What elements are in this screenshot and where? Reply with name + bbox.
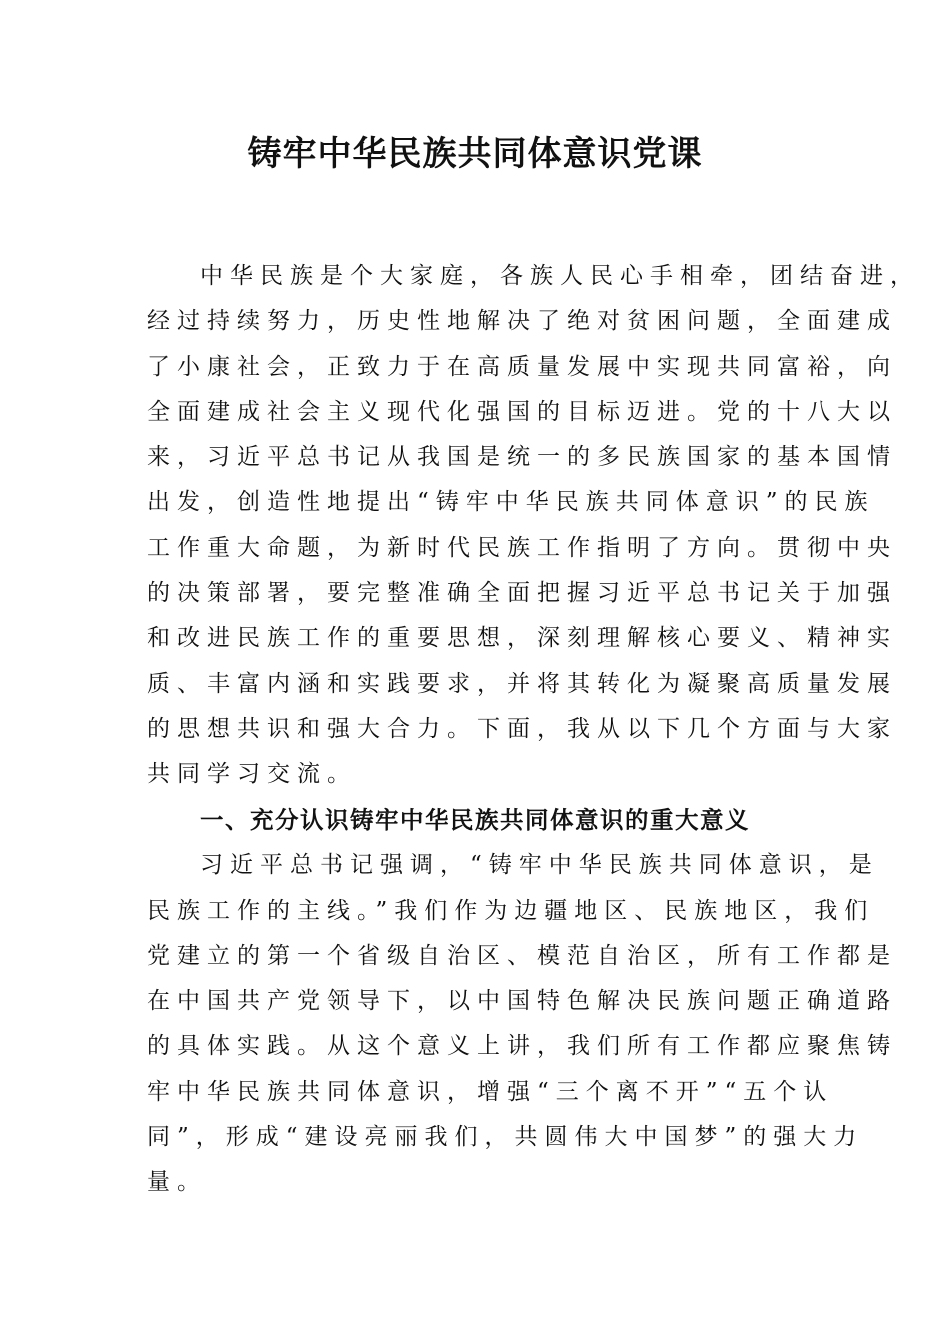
text-line: 牢中华民族共同体意识，增强“三个离不开”“五个认	[147, 1078, 834, 1105]
text-line: 和改进民族工作的重要思想，深刻理解核心要义、精神实	[147, 625, 897, 652]
text-line: 的思想共识和强大合力。下面，我从以下几个方面与大家	[147, 715, 897, 742]
text-line: 来，习近平总书记从我国是统一的多民族国家的基本国情	[147, 444, 897, 471]
text-line: 量。	[147, 1169, 207, 1196]
text-line: 共同学习交流。	[147, 761, 357, 788]
text-line: 全面建成社会主义现代化强国的目标迈进。党的十八大以	[147, 398, 897, 425]
text-line: 经过持续努力，历史性地解决了绝对贫困问题，全面建成	[147, 308, 897, 335]
text-line: 习近平总书记强调，“铸牢中华民族共同体意识，是	[200, 852, 879, 879]
text-line: 出发，创造性地提出“铸牢中华民族共同体意识”的民族	[147, 489, 875, 516]
text-line: 民族工作的主线。”我们作为边疆地区、民族地区，我们	[147, 897, 875, 924]
section-1	[147, 798, 897, 1206]
text-line: 的具体实践。从这个意义上讲，我们所有工作都应聚焦铸	[147, 1033, 897, 1060]
text-line: 中华民族是个大家庭，各族人民心手相牵，团结奋进，	[200, 263, 920, 289]
text-line: 同”，形成“建设亮丽我们，共圆伟大中国梦”的强大力	[147, 1124, 864, 1151]
text-line: 工作重大命题，为新时代民族工作指明了方向。贯彻中央	[147, 534, 897, 561]
text-line: 党建立的第一个省级自治区、模范自治区，所有工作都是	[147, 942, 897, 969]
text-line: 在中国共产党领导下，以中国特色解决民族问题正确道路	[147, 988, 897, 1015]
text-line: 了小康社会，正致力于在高质量发展中实现共同富裕，向	[147, 353, 897, 380]
text-line: 的决策部署，要完整准确全面把握习近平总书记关于加强	[147, 580, 897, 607]
document-title: 铸牢中华民族共同体意识党课	[247, 134, 703, 174]
paragraph-intro	[147, 254, 920, 798]
section-heading: 一、充分认识铸牢中华民族共同体意识的重大意义	[200, 806, 750, 834]
text-line: 质、丰富内涵和实践要求，并将其转化为凝聚高质量发展	[147, 670, 897, 697]
